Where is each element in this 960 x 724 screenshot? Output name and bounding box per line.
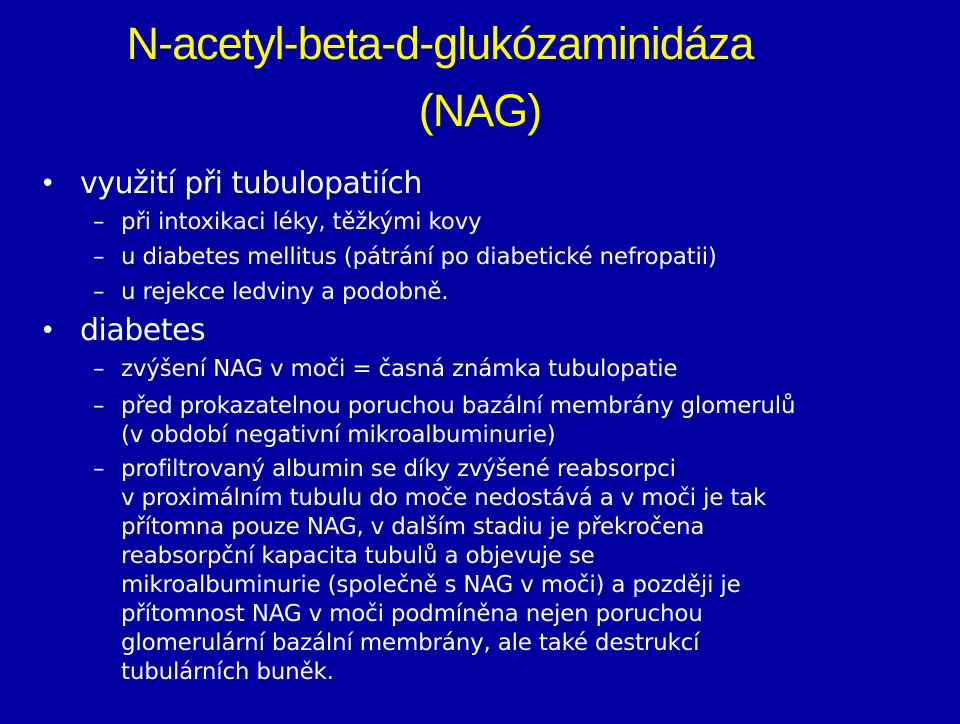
dash-mark: – — [93, 244, 105, 270]
text-line: přítomna pouze NAG, v dalším stadiu je překročena — [121, 514, 705, 540]
dash-mark: – — [93, 209, 105, 235]
bullet-mark: • — [40, 169, 55, 199]
slide-title-line-1: N-acetyl-beta-d-glukózaminidáza — [126, 18, 754, 69]
dash-mark: – — [93, 356, 105, 382]
sub-bullet-text — [121, 392, 795, 450]
text-line: před prokazatelnou poruchou bazální membrány glomerulů — [121, 393, 796, 419]
dash-mark: – — [93, 393, 105, 419]
bullet-text: diabetes — [80, 313, 206, 348]
bullet-mark: • — [40, 316, 55, 346]
dash-mark: – — [93, 456, 105, 482]
sub-bullet-text: u diabetes mellitus (pátrání po diabetické nefropatii) — [121, 244, 717, 270]
text-line: profiltrovaný albumin se díky zvýšené reabsorpci — [121, 456, 676, 482]
sub-bullet-text: zvýšení NAG v moči = časná známka tubulopatie — [121, 356, 678, 382]
slide-title-line-2: (NAG) — [418, 85, 542, 136]
text-line: v proximálním tubulu do moče nedostává a v moči je tak — [121, 485, 767, 511]
sub-bullet-text — [121, 455, 766, 687]
text-line: mikroalbuminurie (společně s NAG v moči) a později je — [121, 572, 741, 598]
text-line: reabsorpční kapacita tubulů a objevuje se — [121, 543, 595, 569]
sub-bullet-text: u rejekce ledviny a podobně. — [121, 279, 449, 305]
text-line: (v období negativní mikroalbuminurie) — [121, 422, 556, 448]
bullet-text: využití při tubulopatiích — [80, 166, 422, 201]
text-line: glomerulární bazální membrány, ale také destrukcí — [121, 630, 700, 656]
text-line: tubulárních buněk. — [121, 659, 334, 685]
dash-mark: – — [93, 279, 105, 305]
sub-bullet-text: při intoxikaci léky, těžkými kovy — [121, 209, 482, 235]
text-line: přítomnost NAG v moči podmíněna nejen poruchou — [121, 601, 703, 627]
